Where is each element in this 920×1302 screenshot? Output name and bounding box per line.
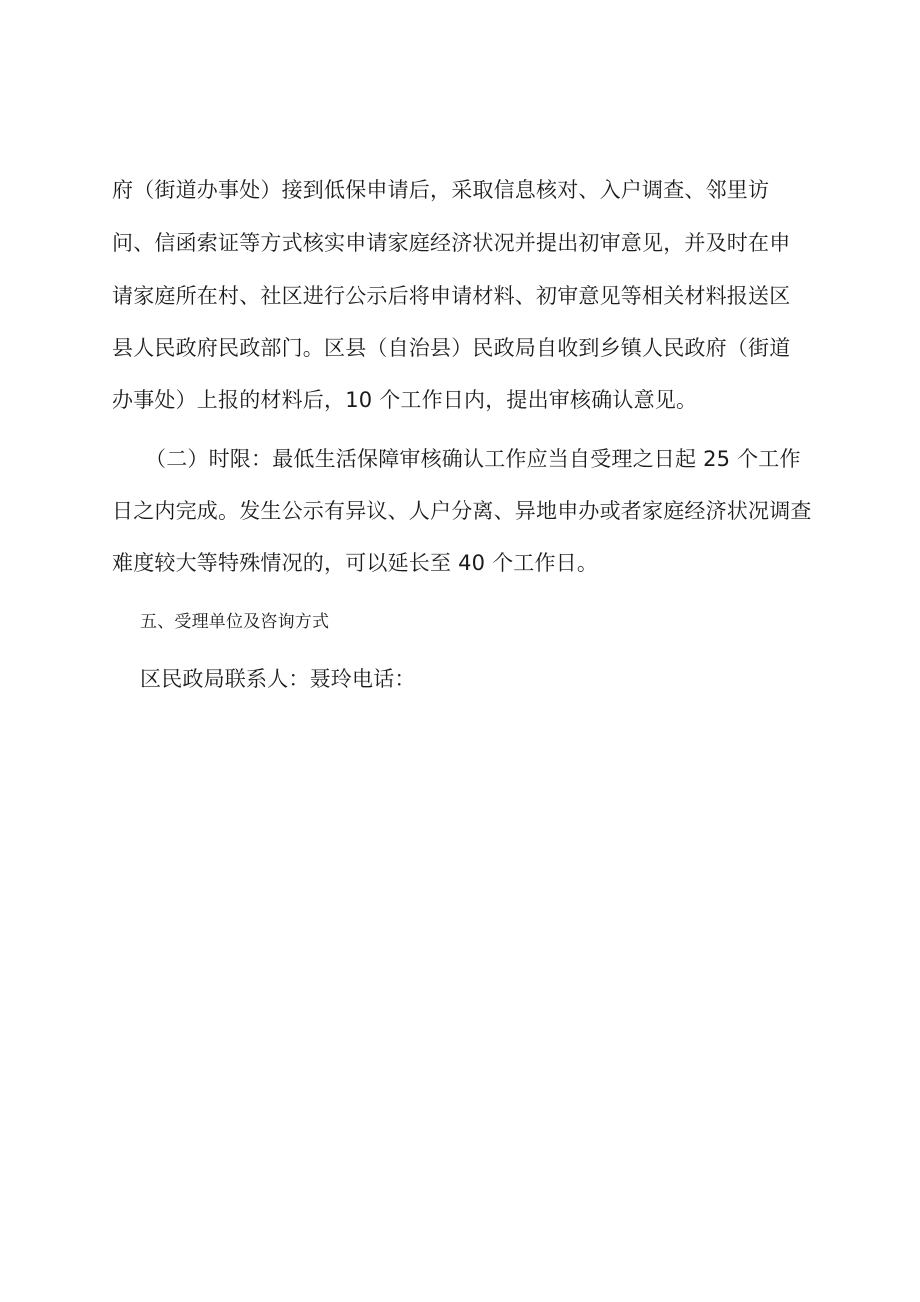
contact-line: 区民政局联系人：聂玲电话： xyxy=(140,667,416,691)
paragraph-line: 问、信函索证等方式核实申请家庭经济状况并提出初审意见，并及时在申 xyxy=(112,231,791,255)
paragraph-line: 县人民政府民政部门。区县（自治县）民政局自收到乡镇人民政府（街道 xyxy=(112,336,791,360)
paragraph-line: 府（街道办事处）接到低保申请后，采取信息核对、入户调查、邻里访 xyxy=(112,178,770,202)
paragraph-line: 请家庭所在村、社区进行公示后将申请材料、初审意见等相关材料报送区 xyxy=(112,284,791,308)
paragraph-line: （二）时限：最低生活保障审核确认工作应当自受理之日起 25 个工作 xyxy=(145,447,801,471)
paragraph-line: 难度较大等特殊情况的，可以延长至 40 个工作日。 xyxy=(112,551,599,575)
paragraph-line: 日之内完成。发生公示有异议、人户分离、异地申办或者家庭经济状况调查 xyxy=(112,499,812,523)
section-heading: 五、受理单位及咨询方式 xyxy=(140,612,330,632)
paragraph-line: 办事处）上报的材料后，10 个工作日内，提出审核确认意见。 xyxy=(112,388,698,412)
